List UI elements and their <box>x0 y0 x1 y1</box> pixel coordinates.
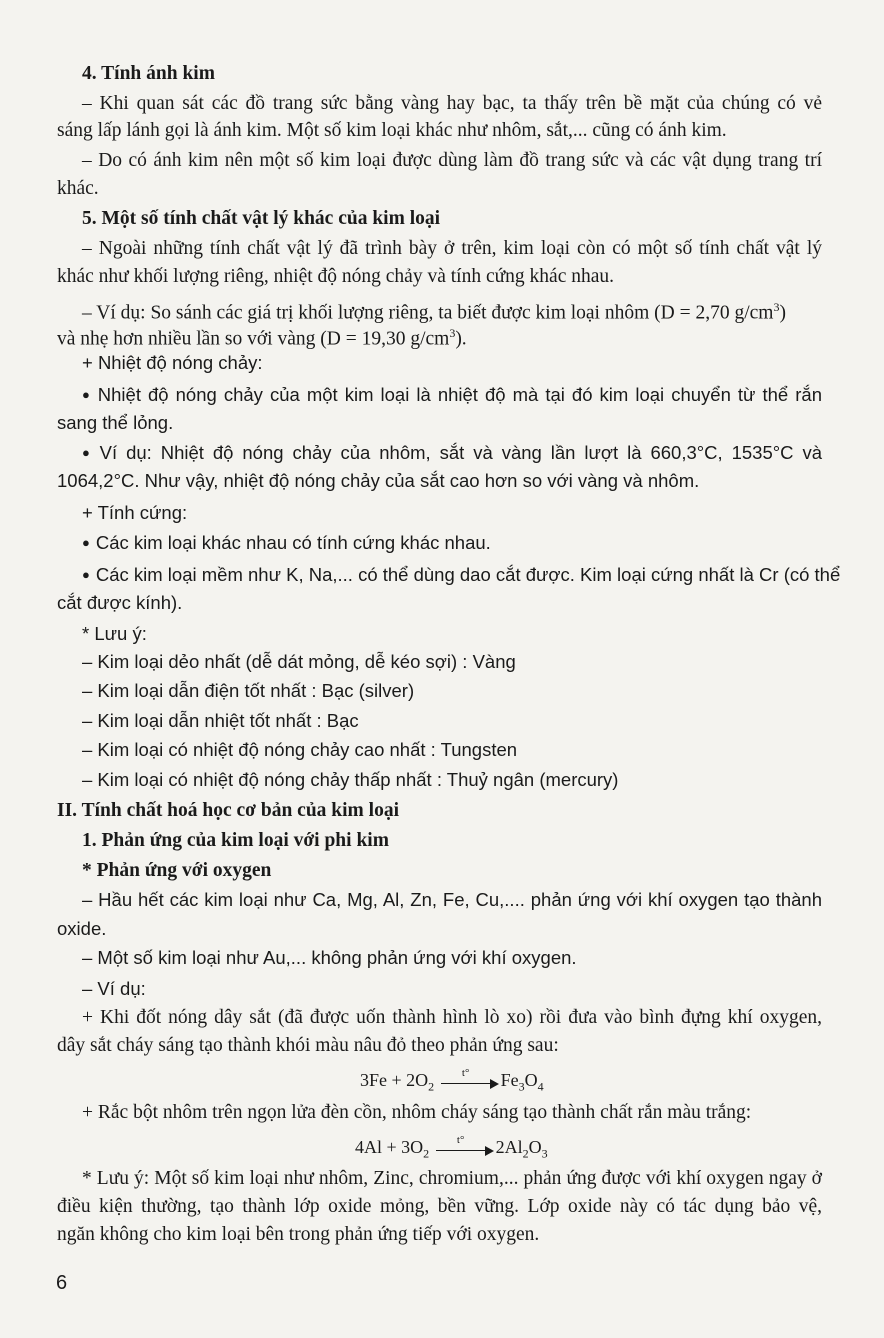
example2: + Rắc bột nhôm trên ngọn lửa đèn cồn, nhôm cháy sáng tạo thành chất rắn màu trắng: <box>82 1102 752 1123</box>
s5-para1-line1: – Ngoài những tính chất vật lý đã trình bày ở trên, kim loại còn có một số tính chất vật lý <box>82 238 822 259</box>
bullet-icon: ● <box>82 535 90 550</box>
melting-heading: + Nhiệt độ nóng chảy: <box>82 352 263 373</box>
melting-bullet-1-line1: ● Nhiệt độ nóng chảy của một kim loại là nhiệt độ mà tại đó kim loại chuyển từ thể rắn <box>82 384 822 405</box>
s4-para1-line1: – Khi quan sát các đồ trang sức bằng vàng hay bạc, ta thấy trên bề mặt của chúng có vẻ <box>82 93 822 114</box>
s2-example-label: – Ví dụ: <box>82 978 146 999</box>
subsection-1-title: 1. Phản ứng của kim loại với phi kim <box>82 830 389 851</box>
s2-para1-line2: oxide. <box>57 918 107 939</box>
section-4-title: 4. Tính ánh kim <box>82 63 215 84</box>
example1-line2: dây sắt cháy sáng tạo thành khói màu nâu đỏ theo phản ứng sau: <box>57 1035 559 1056</box>
note-item: – Kim loại dẫn nhiệt tốt nhất : Bạc <box>82 710 359 731</box>
hardness-heading: + Tính cứng: <box>82 502 188 523</box>
hardness-bullet-2-line1: ● Các kim loại mềm như K, Na,... có thể dùng dao cắt được. Kim loại cứng nhất là Cr (có thể <box>82 564 841 585</box>
section-II-title: II. Tính chất hoá học cơ bản của kim loại <box>57 800 400 821</box>
note-item: – Kim loại dẻo nhất (dễ dát mỏng, dễ kéo sợi) : Vàng <box>82 651 516 672</box>
s2-note-line2: điều kiện thường, tạo thành lớp oxide mỏng, bền vững. Lớp oxide này có tác dụng bảo vệ, <box>57 1196 822 1217</box>
bullet-icon: ● <box>82 387 92 402</box>
s2-para1-line1: – Hầu hết các kim loại như Ca, Mg, Al, Zn, Fe, Cu,.... phản ứng với khí oxygen tạo thành <box>82 889 822 910</box>
reaction-arrow-icon: t° <box>441 1075 499 1089</box>
bullet-icon: ● <box>82 567 90 582</box>
note-item: – Kim loại có nhiệt độ nóng chảy thấp nhất : Thuỷ ngân (mercury) <box>82 769 619 790</box>
s2-note-line1: * Lưu ý: Một số kim loại như nhôm, Zinc, chromium,... phản ứng được với khí oxygen ngay ở <box>82 1168 822 1189</box>
hardness-bullet-2-line2: cắt được kính). <box>57 592 183 613</box>
note-item: – Kim loại dẫn điện tốt nhất : Bạc (silver) <box>82 680 415 701</box>
note-item: – Kim loại có nhiệt độ nóng chảy cao nhất : Tungsten <box>82 739 518 760</box>
equation-iron-oxygen: $3Fe + 2O_2$ t° $Fe_3O_4$ <box>360 1066 544 1094</box>
s5-para2-line2: và nhẹ hơn nhiều lần so với vàng (D = 19,30 $g/cm^3$). <box>57 326 467 350</box>
s5-para1-line2: khác như khối lượng riêng, nhiệt độ nóng chảy và tính cứng khác nhau. <box>57 266 615 287</box>
s2-para2: – Một số kim loại như Au,... không phản ứng với khí oxygen. <box>82 947 577 968</box>
s2-note-line3: ngăn không cho kim loại bên trong phản ứng tiếp với oxygen. <box>57 1224 540 1245</box>
s4-para2-line2: khác. <box>57 178 99 199</box>
example1-line1: + Khi đốt nóng dây sắt (đã được uốn thành hình lò xo) rồi đưa vào bình đựng khí oxygen, <box>82 1007 822 1028</box>
reaction-arrow-icon: t° <box>436 1142 494 1156</box>
section-5-title: 5. Một số tính chất vật lý khác của kim loại <box>82 208 441 229</box>
hardness-bullet-1: ● Các kim loại khác nhau có tính cứng khác nhau. <box>82 532 491 553</box>
equation-aluminium-oxygen: $4Al + 3O_2$ t° $2Al_2O_3$ <box>355 1133 548 1161</box>
melting-bullet-2-line1: ● Ví dụ: Nhiệt độ nóng chảy của nhôm, sắt và vàng lần lượt là 660,3°C, 1535°C và <box>82 442 822 463</box>
melting-bullet-1-line2: sang thể lỏng. <box>57 412 174 433</box>
oxygen-reaction-title: * Phản ứng với oxygen <box>82 860 272 881</box>
note-heading: * Lưu ý: <box>82 623 147 644</box>
melting-bullet-2-line2: 1064,2°C. Như vậy, nhiệt độ nóng chảy của sắt cao hơn so với vàng và nhôm. <box>57 470 700 491</box>
s4-para1-line2: sáng lấp lánh gọi là ánh kim. Một số kim loại khác như nhôm, sắt,... cũng có ánh kim. <box>57 120 727 141</box>
bullet-icon: ● <box>82 445 94 460</box>
s4-para2-line1: – Do có ánh kim nên một số kim loại được dùng làm đồ trang sức và các vật dụng trang trí <box>82 150 822 171</box>
s5-para2-line1: – Ví dụ: So sánh các giá trị khối lượng riêng, ta biết được kim loại nhôm (D = 2,70 $g/cm^3$) <box>82 300 786 324</box>
page-number: 6 <box>56 1272 68 1294</box>
